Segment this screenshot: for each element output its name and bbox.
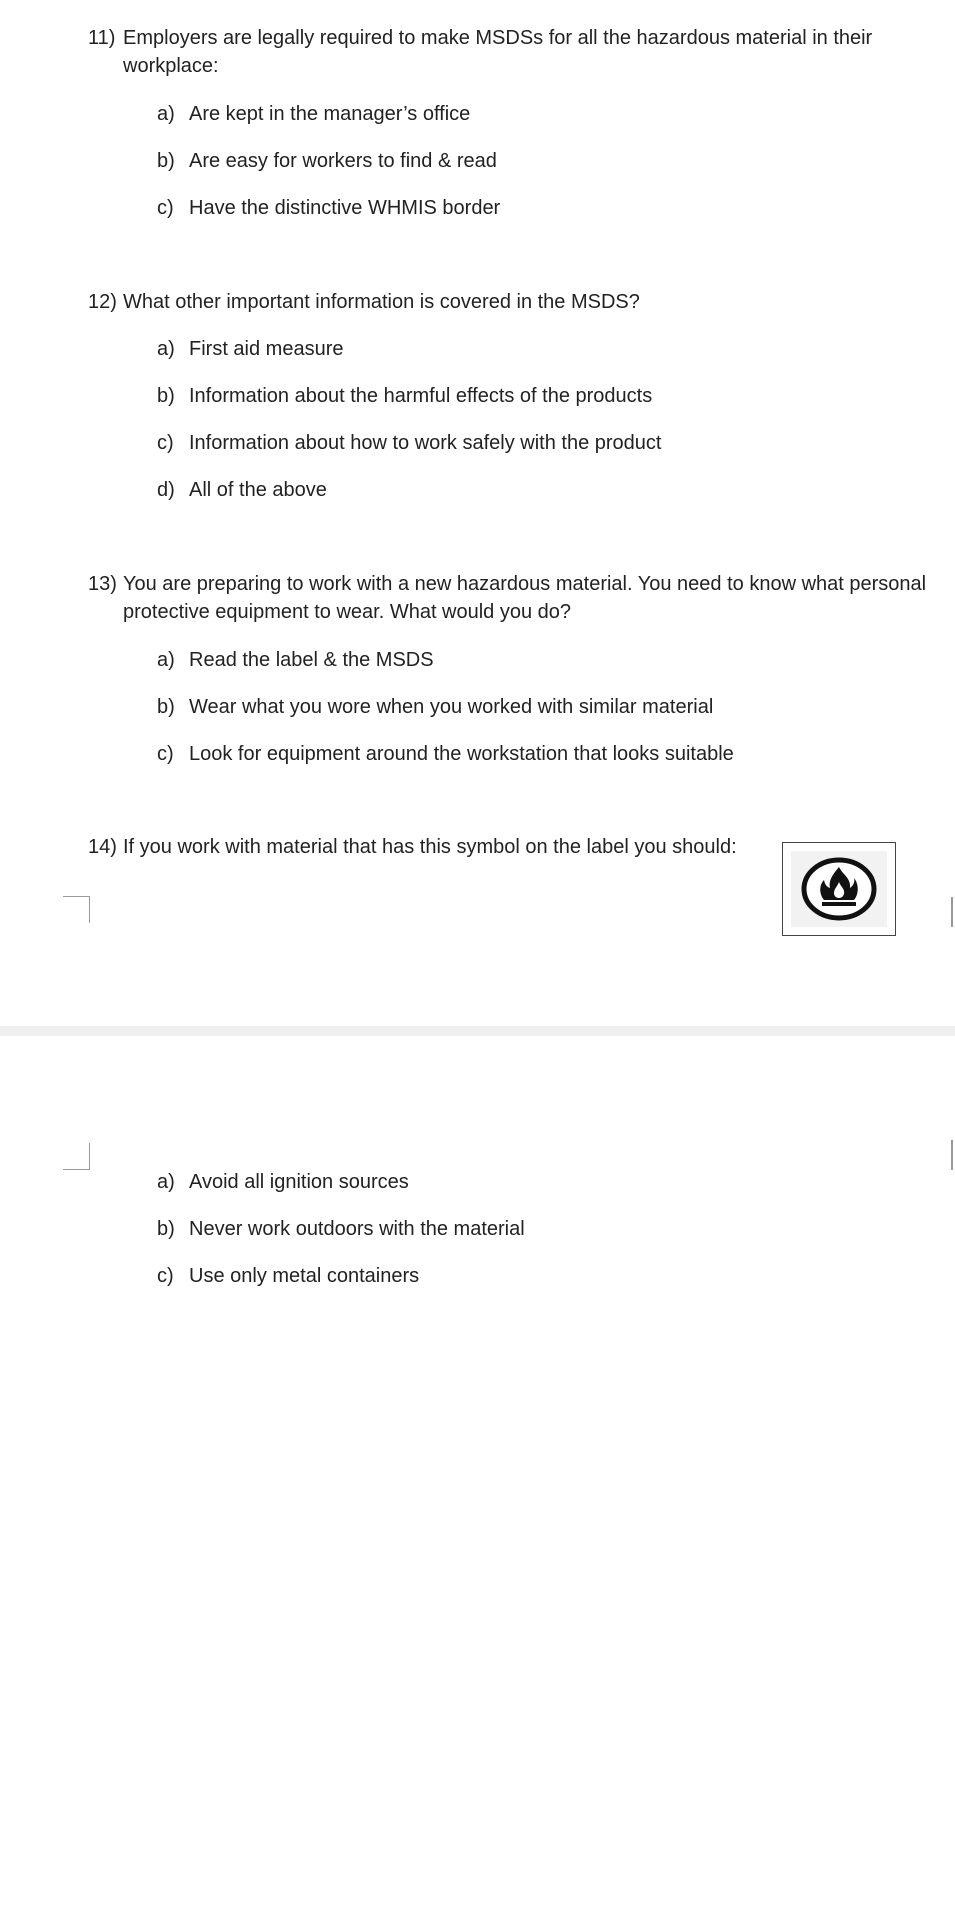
option-text: Wear what you wore when you worked with similar material: [189, 696, 714, 718]
question-text: Employers are legally required to make MSDSs for all the hazardous material in their: [123, 27, 873, 49]
option-letter: c): [157, 432, 174, 454]
option-12b: [157, 382, 652, 410]
page-edge-mark-top: [951, 897, 953, 927]
option-text: Are kept in the manager’s office: [189, 103, 471, 125]
flammable-symbol-icon: [801, 856, 877, 922]
question-number: 11): [88, 27, 116, 49]
question-number: 12): [88, 291, 117, 313]
question-12: [88, 288, 948, 316]
option-letter: b): [157, 696, 175, 718]
question-text-continued: protective equipment to wear. What would you do?: [123, 601, 572, 623]
page-break: [0, 1026, 955, 1036]
option-letter: c): [157, 743, 174, 765]
option-text: Use only metal containers: [189, 1265, 420, 1287]
option-text: Look for equipment around the workstation that looks suitable: [189, 743, 734, 765]
option-text: Information about how to work safely with the product: [189, 432, 662, 454]
option-text: Avoid all ignition sources: [189, 1171, 409, 1193]
option-text: Are easy for workers to find & read: [189, 150, 497, 172]
page-corner-mark-bottom: [63, 1143, 90, 1170]
option-letter: a): [157, 649, 175, 671]
question-number: 14): [88, 836, 117, 858]
option-text: Have the distinctive WHMIS border: [189, 197, 501, 219]
option-14a: [157, 1168, 409, 1196]
option-14c: [157, 1262, 419, 1290]
option-text: Read the label & the MSDS: [189, 649, 434, 671]
question-13: [88, 570, 948, 626]
question-number: 13): [88, 573, 117, 595]
option-13c: [157, 740, 734, 768]
hazard-symbol-frame: [782, 842, 896, 936]
option-letter: d): [157, 479, 175, 501]
option-letter: b): [157, 385, 175, 407]
question-text: You are preparing to work with a new hazardous material. You need to know what personal: [123, 573, 927, 595]
option-14b: [157, 1215, 525, 1243]
option-11c: [157, 194, 500, 222]
option-letter: b): [157, 1218, 175, 1240]
option-text: Information about the harmful effects of the products: [189, 385, 653, 407]
question-14: [88, 833, 768, 861]
option-letter: b): [157, 150, 175, 172]
question-text: If you work with material that has this symbol on the label you should:: [123, 836, 737, 858]
option-13b: [157, 693, 713, 721]
option-letter: c): [157, 197, 174, 219]
option-12c: [157, 429, 661, 457]
option-12d: [157, 476, 327, 504]
option-11a: [157, 100, 470, 128]
question-text: What other important information is covered in the MSDS?: [123, 291, 640, 313]
hazard-symbol-background: [791, 851, 887, 927]
option-13a: [157, 646, 434, 674]
question-text-continued: workplace:: [123, 55, 219, 77]
option-letter: a): [157, 338, 175, 360]
option-text: First aid measure: [189, 338, 344, 360]
option-12a: [157, 335, 344, 363]
page-edge-mark-bottom: [951, 1140, 953, 1170]
option-letter: c): [157, 1265, 174, 1287]
option-letter: a): [157, 103, 175, 125]
option-text: All of the above: [189, 479, 327, 501]
question-11: [88, 24, 948, 80]
page-corner-mark-top: [63, 896, 90, 923]
option-11b: [157, 147, 497, 175]
option-letter: a): [157, 1171, 175, 1193]
option-text: Never work outdoors with the material: [189, 1218, 525, 1240]
